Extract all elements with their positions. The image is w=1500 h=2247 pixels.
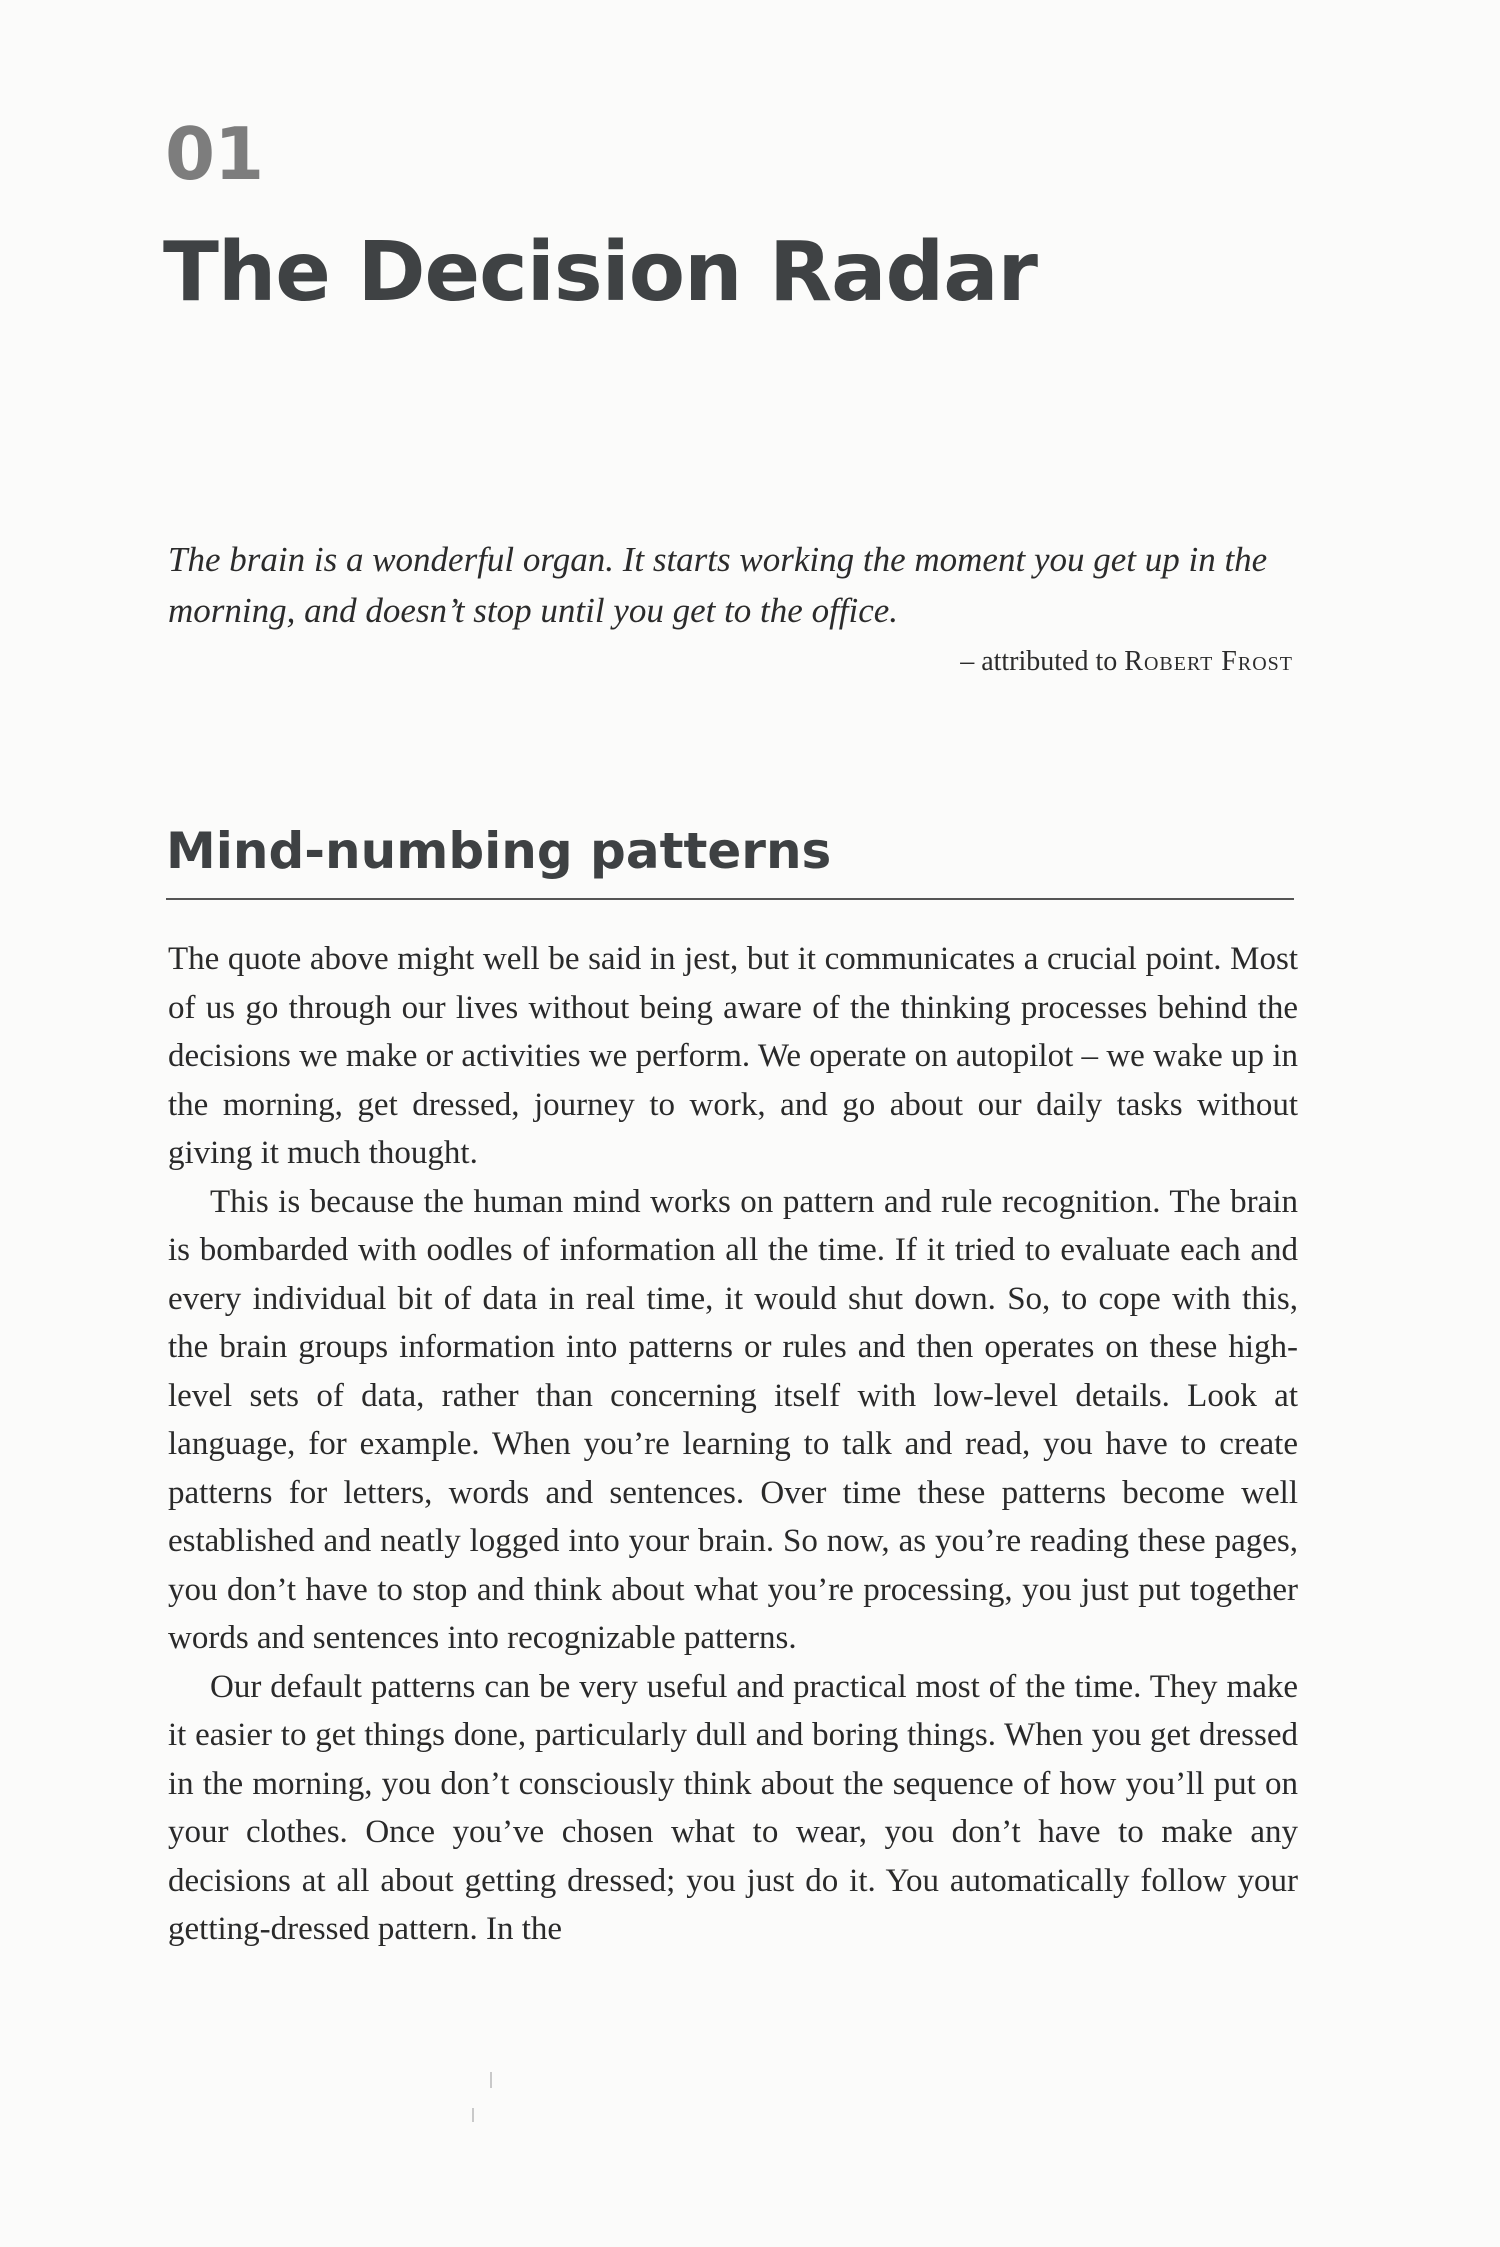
epigraph-quote: The brain is a wonderful organ. It starts working the moment you get up in the morning, and doesn’t stop until you get to the office. — [168, 540, 1268, 630]
section-heading: Mind-numbing patterns — [166, 826, 1294, 900]
scan-mark — [472, 2108, 474, 2122]
paragraph-2: This is because the human mind works on pattern and rule recognition. The brain is bombarded with oodles of information all the time. If it tried to evaluate each and every individual bit of data in real time, it would shut down. So, to cope with this, the brain groups information into patterns or rules and then operates on these high-level sets of data, rather than concerning itself with low-level details. Look at language, for example. When you’re learning to talk and read, you have to create patterns for letters, words and sentences. Over time these patterns become well established and neatly logged into your brain. So now, as you’re reading these pages, you don’t have to stop and think about what you’re processing, you just put together words and sentences into recognizable patterns. — [168, 1183, 1298, 1656]
scan-mark — [490, 2072, 492, 2088]
epigraph-author: Robert Frost — [1124, 646, 1293, 677]
attribution-prefix: – attributed to — [960, 646, 1125, 677]
paragraph-1: The quote above might well be said in jest, but it communicates a crucial point. Most of us go through our lives without being aware of the thinking processes behind the decisions we make or activities we perform. We operate on autopilot – we wake up in the morning, get dressed, journey to work, and go about our daily tasks without giving it much thought. — [168, 941, 1298, 1171]
body-text — [168, 935, 1298, 1954]
epigraph-attribution — [168, 644, 1293, 680]
epigraph — [168, 534, 1293, 680]
paragraph-3: Our default patterns can be very useful and practical most of the time. They make it easier to get things done, particularly dull and boring things. When you get dressed in the morning, you don’t consciously think about the sequence of how you’ll put on your clothes. Once you’ve chosen what to wear, you don’t have to make any decisions at all about getting dressed; you just do it. You automatically follow your getting-dressed pattern. In the — [168, 1668, 1298, 1947]
chapter-title: The Decision Radar — [163, 225, 1037, 320]
chapter-number: 01 — [165, 112, 264, 196]
